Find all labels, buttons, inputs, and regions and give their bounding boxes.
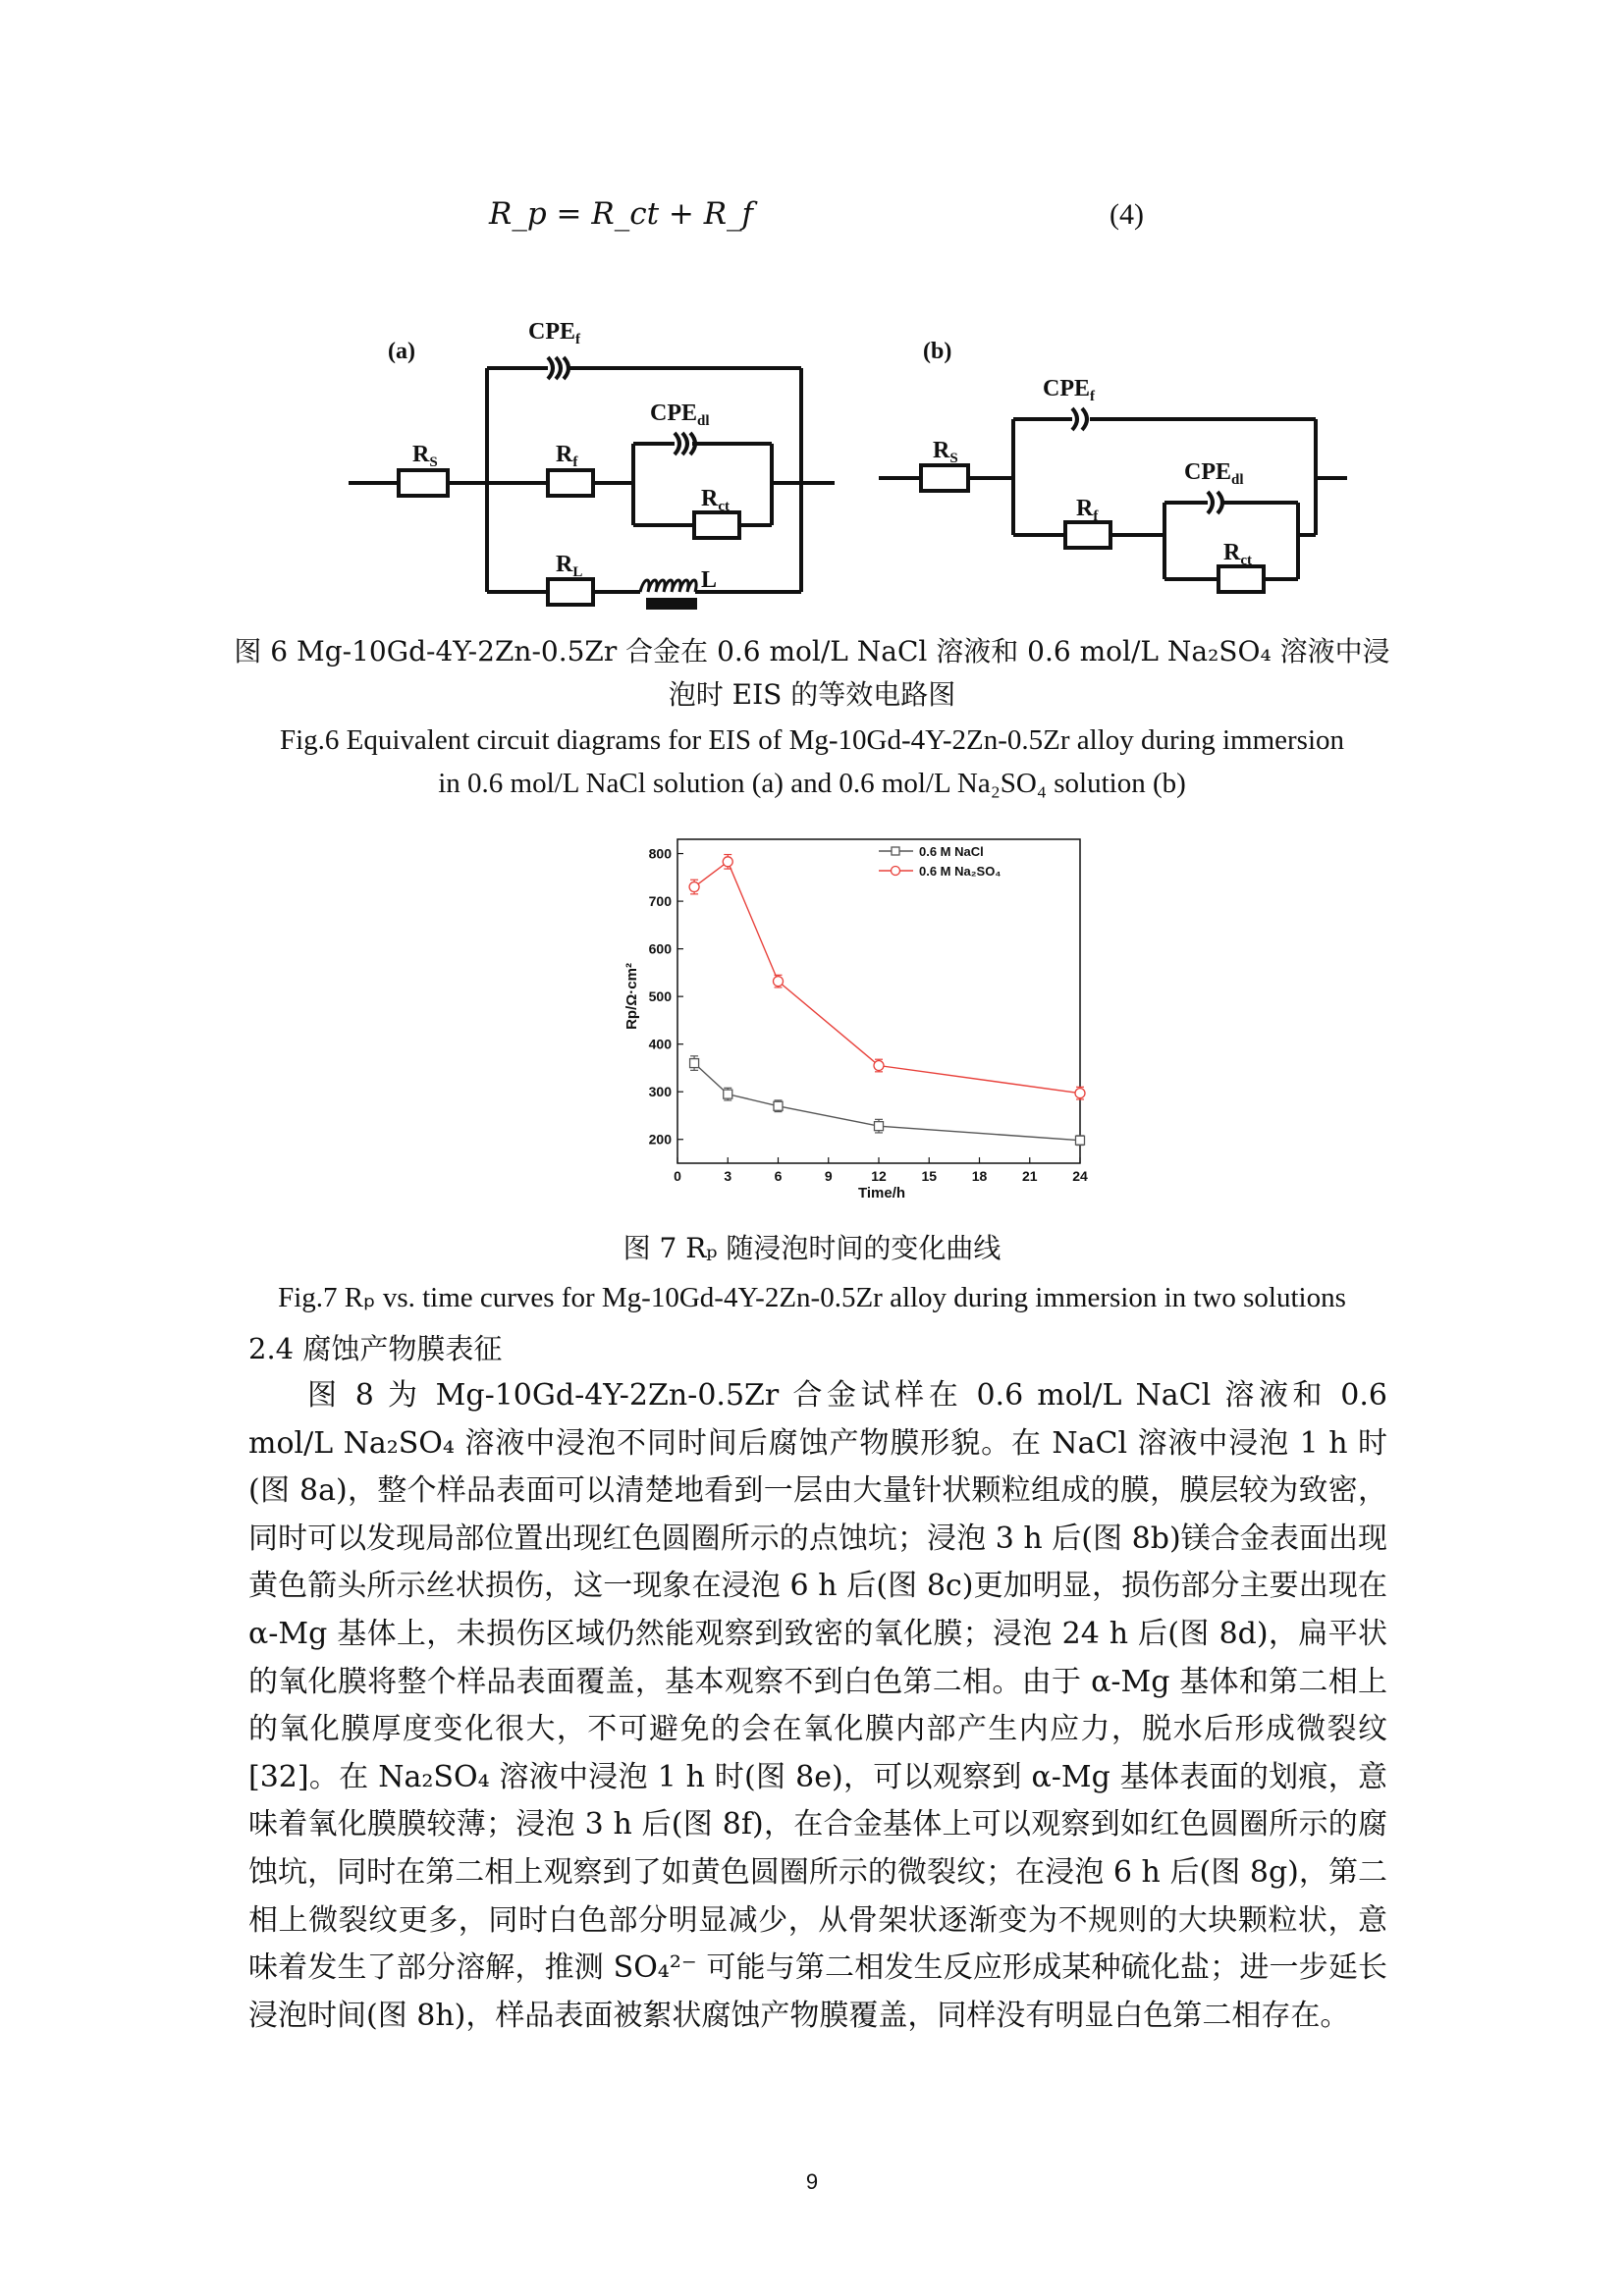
fig6-caption-zh-line2: 泡时 EIS 的等效电路图 xyxy=(668,678,956,711)
chart-point xyxy=(690,1059,699,1068)
chart-point xyxy=(724,1090,732,1098)
inductor-core xyxy=(646,598,697,610)
chart-legend-label: 0.6 M Na₂SO₄ xyxy=(919,864,1001,879)
equation-4 xyxy=(489,196,753,232)
chart-y-tick-label: 400 xyxy=(648,1036,672,1052)
chart-y-tick-label: 500 xyxy=(648,988,672,1005)
fig6-caption-en-line1: Fig.6 Equivalent circuit diagrams for EIS of Mg-10Gd-4Y-2Zn-0.5Zr alloy during immersion xyxy=(279,724,1345,756)
label-rs-a: $R_S$ xyxy=(412,442,438,470)
body-text xyxy=(248,1372,1387,2040)
chart-x-axis-label: Time/h xyxy=(857,1185,906,1201)
chart-y-axis-label: Rp/Ω·cm² xyxy=(623,963,640,1030)
section-heading: 2.4 腐蚀产物膜表征 xyxy=(248,1332,503,1365)
chart-point xyxy=(1075,1089,1085,1098)
chart-point xyxy=(1076,1136,1085,1145)
chart-legend-label: 0.6 M NaCl xyxy=(919,844,984,859)
chart-x-tick-label: 9 xyxy=(824,1168,833,1184)
label-rf-a: $R_f$ xyxy=(556,442,578,470)
label-cpe-dl-a: $CPE_{dl}$ xyxy=(650,400,710,429)
chart-point xyxy=(875,1122,884,1131)
chart-point xyxy=(689,882,699,892)
chart-y-tick-label: 600 xyxy=(648,940,672,957)
chart-x-tick-label: 18 xyxy=(971,1168,988,1184)
chart-frame xyxy=(677,839,1080,1163)
chart-x-tick-label: 3 xyxy=(724,1168,732,1184)
chart-y-tick-label: 200 xyxy=(648,1131,672,1148)
panel-a-label: (a) xyxy=(388,339,415,364)
chart-x-tick-label: 0 xyxy=(674,1168,681,1184)
equation-text: R_p = R_ct + R_f xyxy=(489,196,754,232)
chart-series-line xyxy=(694,862,1080,1094)
rp-time-chart xyxy=(619,825,1090,1207)
fig7-caption-en: Fig.7 Rₚ vs. time curves for Mg-10Gd-4Y-2Zn-0.5Zr alloy during immersion in two solutions xyxy=(278,1282,1346,1313)
label-rct-a: $R_{ct}$ xyxy=(701,486,730,514)
fig7-caption-zh: 图 7 Rₚ 随浸泡时间的变化曲线 xyxy=(623,1232,1001,1264)
chart-y-tick-label: 700 xyxy=(648,893,672,910)
fig6-caption-zh xyxy=(226,630,1398,717)
label-rf-b: $R_f$ xyxy=(1076,496,1099,524)
equivalent-circuit-diagrams xyxy=(334,314,1375,618)
label-rct-b: $R_{ct}$ xyxy=(1223,540,1252,568)
body-paragraph: 图 8 为 Mg-10Gd-4Y-2Zn-0.5Zr 合金试样在 0.6 mol/L NaCl 溶液和 0.6 mol/L Na₂SO₄ 溶液中浸泡不同时间后腐蚀产物膜形貌。在 NaCl 溶液中浸泡 1 h 时(图 8a)，整个样品表面可以清楚地看到一层由大量针状颗粒组成的膜，膜层较为致密，同时可以发现局部位置出现红色圆圈所示的点蚀坑；浸泡 3 h 后(图 8b)镁合金表面出现黄色箭头所示丝状损伤，这一现象在浸泡 6 h 后(图 8c)更加明显，损伤部分主要出现在 α-Mg 基体上，未损伤区域仍然能观察到致密的氧化膜；浸泡 24 h 后(图 8d)，扁平状的氧化膜将整个样品表面覆盖，基本观察不到白色第二相。由于 α-Mg 基体和第二相上的氧化膜厚度变化很大，不可避免的会在氧化膜内部产生内应力，脱水后形成微裂纹[32]。在 Na₂SO₄ 溶液中浸泡 1 h 时(图 8e)，可以观察到 α-Mg 基体表面的划痕，意味着氧化膜膜较薄；浸泡 3 h 后(图 8f)，在合金基体上可以观察到如红色圆圈所示的腐蚀坑，同时在第二相上观察到了如黄色圆圈所示的微裂纹；在浸泡 6 h 后(图 8g)，第二相上微裂纹更多，同时白色部分明显减少，从骨架状逐渐变为不规则的大块颗粒状，意味着发生了部分溶解，推测 SO₄²⁻ 可能与第二相发生反应形成某种硫化盐；进一步延长浸泡时间(图 8h)，样品表面被絮状腐蚀产物膜覆盖，同样没有明显白色第二相存在。 xyxy=(248,1378,1387,2033)
label-rl-a: $R_L$ xyxy=(556,552,583,580)
fig6-caption-en-line2: in 0.6 mol/L NaCl solution (a) and 0.6 mol/L Na₂SO₄ solution (b) xyxy=(438,768,1186,799)
chart-point xyxy=(774,1101,783,1110)
chart-x-tick-label: 12 xyxy=(871,1168,887,1184)
chart-point xyxy=(723,857,732,867)
chart-x-tick-label: 21 xyxy=(1021,1168,1038,1184)
chart-x-tick-label: 15 xyxy=(921,1168,938,1184)
chart-point xyxy=(774,977,784,987)
label-cpe-f-b: $CPE_f$ xyxy=(1043,376,1095,404)
fig6-caption-zh-line1: 图 6 Mg-10Gd-4Y-2Zn-0.5Zr 合金在 0.6 mol/L NaCl 溶液和 0.6 mol/L Na₂SO₄ 溶液中浸 xyxy=(234,635,1390,667)
chart-point xyxy=(874,1061,884,1071)
chart-y-tick-label: 300 xyxy=(648,1084,672,1100)
label-rs-b: $R_S$ xyxy=(933,438,958,466)
panel-b-label: (b) xyxy=(923,339,952,364)
label-cpe-f-a: $CPE_f$ xyxy=(528,319,580,347)
chart-y-tick-label: 800 xyxy=(648,845,672,862)
equation-number: (4) xyxy=(1110,198,1144,231)
chart-legend-marker xyxy=(892,847,899,855)
page-number: 9 xyxy=(805,2169,819,2194)
fig6-caption-en xyxy=(226,719,1398,805)
chart-series-line xyxy=(694,1063,1080,1141)
label-l-a: L xyxy=(701,567,718,593)
chart-legend-marker xyxy=(892,867,900,876)
chart-x-tick-label: 6 xyxy=(774,1168,783,1184)
label-cpe-dl-b: $CPE_{dl}$ xyxy=(1184,459,1244,488)
chart-x-tick-label: 24 xyxy=(1072,1168,1088,1184)
